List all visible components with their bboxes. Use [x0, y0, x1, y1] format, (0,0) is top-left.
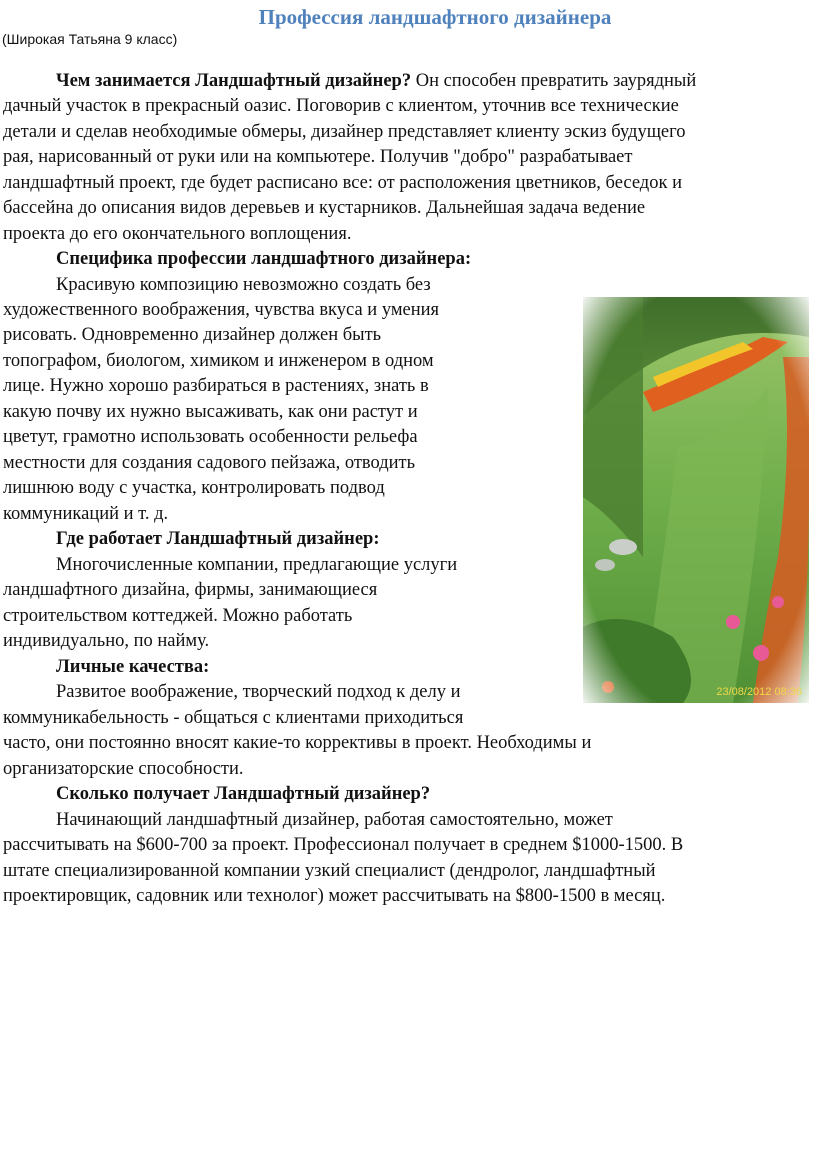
salary-line: Начинающий ландшафтный дизайнер, работая самостоятельно, может — [56, 810, 613, 830]
intro-heading: Чем занимается Ландшафтный дизайнер? — [56, 71, 412, 91]
intro-line: рая, нарисованный от руки или на компьютере. Получив "добро" разрабатывает — [3, 147, 633, 167]
workplace-line: индивидуально, по найму. — [3, 631, 210, 651]
specifics-line: какую почву их нужно высаживать, как они растут и — [3, 402, 418, 422]
intro-line-text: Он способен превратить заурядный — [411, 71, 697, 91]
specifics-line: художественного воображения, чувства вкуса и умения — [3, 300, 440, 320]
specifics-line: Красивую композицию невозможно создать без — [56, 275, 431, 295]
specifics-line: рисовать. Одновременно дизайнер должен быть — [3, 325, 382, 345]
workplace-line: ландшафтного дизайна, фирмы, занимающиеся — [3, 580, 378, 600]
workplace-heading: Где работает Ландшафтный дизайнер: — [56, 529, 380, 549]
intro-line — [3, 69, 696, 95]
salary-line: штате специализированной компании узкий специалист (дендролог, ландшафтный — [3, 861, 656, 881]
specifics-line: коммуникаций и т. д. — [3, 504, 169, 524]
specifics-line: лице. Нужно хорошо разбираться в растениях, знать в — [3, 376, 429, 396]
intro-line: ландшафтный проект, где будет расписано все: от расположения цветников, беседок и — [3, 173, 682, 193]
author-line: (Широкая Татьяна 9 класс) — [2, 31, 178, 47]
page-title: Профессия ландшафтного дизайнера — [258, 5, 612, 29]
photo-timestamp: 23/08/2012 08:36 — [716, 686, 802, 698]
intro-line: проекта до его окончательного воплощения. — [3, 224, 352, 244]
specifics-heading: Специфика профессии ландшафтного дизайнера: — [56, 249, 472, 269]
specifics-line: лишнюю воду с участка, контролировать подвод — [3, 478, 385, 498]
salary-line: проектировщик, садовник или технолог) может рассчитывать на $800-1500 в месяц. — [3, 886, 666, 906]
workplace-line: строительством коттеджей. Можно работать — [3, 606, 353, 626]
qualities-heading: Личные качества: — [56, 657, 210, 677]
intro-line: детали и сделав необходимые обмеры, дизайнер представляет клиенту эскиз будущего — [3, 122, 686, 142]
garden-photo — [583, 297, 809, 703]
photo-vignette — [583, 297, 809, 703]
qualities-line: организаторские способности. — [3, 759, 244, 779]
salary-line: рассчитывать на $600-700 за проект. Профессионал получает в среднем $1000-1500. В — [3, 835, 684, 855]
intro-line: бассейна до описания видов деревьев и кустарников. Дальнейшая задача ведение — [3, 198, 646, 218]
qualities-line: коммуникабельность - общаться с клиентами приходиться — [3, 708, 464, 728]
salary-heading: Сколько получает Ландшафтный дизайнер? — [56, 784, 431, 804]
specifics-line: местности для создания садового пейзажа, отводить — [3, 453, 416, 473]
workplace-line: Многочисленные компании, предлагающие услуги — [56, 555, 458, 575]
qualities-line: Развитое воображение, творческий подход к делу и — [56, 682, 461, 702]
specifics-line: топографом, биологом, химиком и инженером в одном — [3, 351, 434, 371]
qualities-line: часто, они постоянно вносят какие-то коррективы в проект. Необходимы и — [3, 733, 592, 753]
specifics-line: цветут, грамотно использовать особенности рельефа — [3, 427, 418, 447]
intro-line: дачный участок в прекрасный оазис. Поговорив с клиентом, уточнив все технические — [3, 96, 679, 116]
